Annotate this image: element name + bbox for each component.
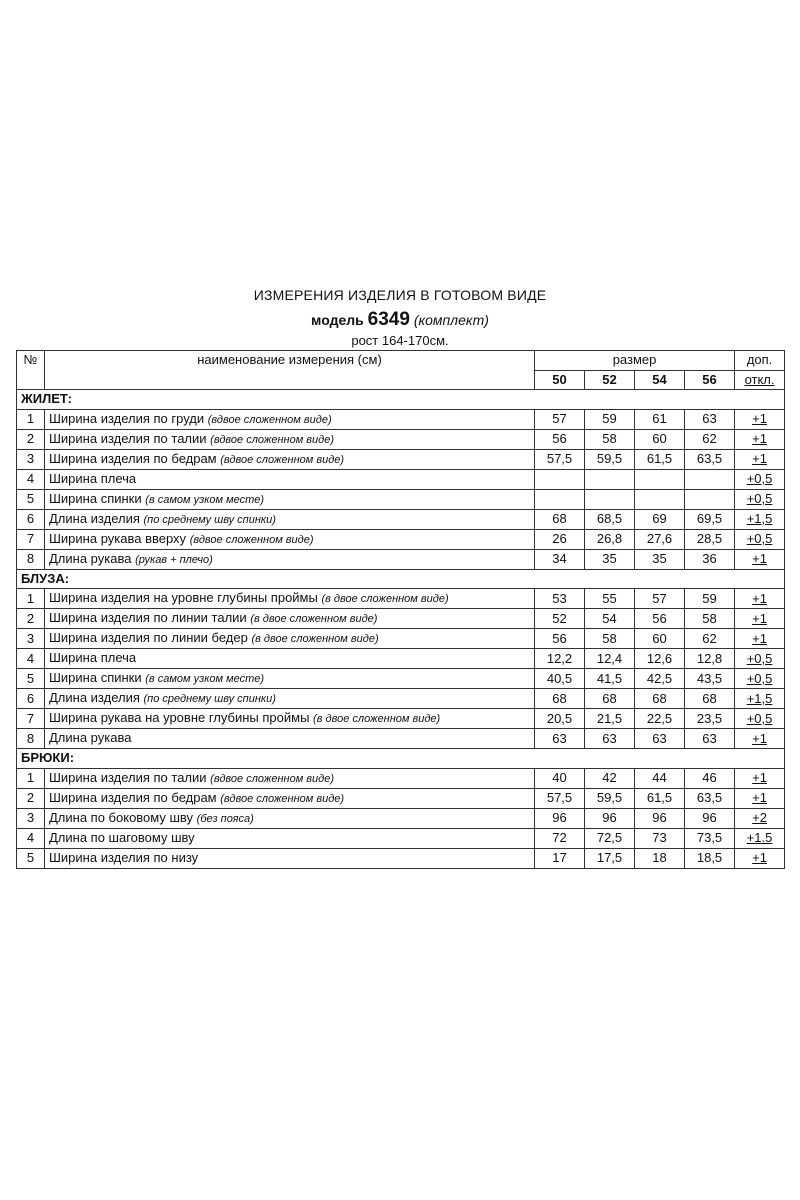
table-row: [17, 788, 785, 808]
size-value: 59,5: [585, 449, 635, 469]
measurement-name-cell: [45, 689, 535, 709]
size-value: 69: [635, 509, 685, 529]
measurement-name: Длина изделия: [49, 510, 140, 526]
size-value: 23,5: [685, 709, 735, 729]
measurement-name: Ширина плеча: [49, 650, 137, 665]
col-name-header: наименование измерения (см): [45, 351, 535, 390]
measurement-name-cell: [45, 609, 535, 629]
measurement-name: Длина по боковому шву: [49, 809, 194, 825]
measurement-name: Ширина изделия по линии бедер: [49, 630, 248, 645]
measurement-note: (вдвое сложенном виде): [207, 413, 332, 426]
col-size-header: размер: [535, 351, 735, 371]
table-row: [17, 549, 785, 569]
col-number-header: №: [17, 351, 45, 390]
size-value: 63: [585, 729, 635, 749]
tolerance-value: +1: [735, 788, 785, 808]
size-value: 60: [635, 429, 685, 449]
tolerance-value: +1: [735, 609, 785, 629]
section-row: [17, 749, 785, 769]
size-value: 44: [635, 768, 685, 788]
size-value: 12,8: [685, 649, 735, 669]
size-value: 36: [685, 549, 735, 569]
size-value: [685, 469, 735, 489]
size-value: 27,6: [635, 529, 685, 549]
size-value: 42: [585, 768, 635, 788]
size-value: 21,5: [585, 709, 635, 729]
row-number: 5: [17, 489, 45, 509]
measurement-name-cell: [45, 788, 535, 808]
size-value: 96: [635, 808, 685, 828]
size-value: 12,4: [585, 649, 635, 669]
size-value: 43,5: [685, 669, 735, 689]
row-number: 3: [17, 629, 45, 649]
size-value: [535, 489, 585, 509]
measurement-name: Ширина изделия по бедрам: [49, 450, 217, 466]
measurement-name: Ширина изделия по талии: [49, 769, 207, 785]
size-value: 61,5: [635, 788, 685, 808]
measurements-body: [17, 390, 785, 869]
size-value: 58: [585, 629, 635, 649]
measurement-name: Ширина изделия по линии талии: [49, 610, 247, 625]
measurement-note: (вдвое сложенном виде): [189, 533, 314, 546]
tolerance-value: +1: [735, 449, 785, 469]
size-value: 57,5: [535, 449, 585, 469]
measurement-name: Длина изделия: [49, 690, 140, 705]
size-header: 50: [535, 370, 585, 390]
row-number: 2: [17, 429, 45, 449]
size-value: 12,6: [635, 649, 685, 669]
tolerance-value: +0,5: [735, 669, 785, 689]
size-value: 34: [535, 549, 585, 569]
row-number: 1: [17, 589, 45, 609]
model-line: [0, 309, 800, 331]
table-row: [17, 729, 785, 749]
table-row: [17, 429, 785, 449]
table-row: [17, 609, 785, 629]
tolerance-value: +1: [735, 729, 785, 749]
size-value: 42,5: [635, 669, 685, 689]
tolerance-value: +1,5: [735, 689, 785, 709]
row-number: 2: [17, 788, 45, 808]
measurement-note: (в двое сложенном виде): [251, 633, 379, 645]
tolerance-value: +1: [735, 549, 785, 569]
header-row-1: [17, 351, 785, 371]
size-value: 61,5: [635, 449, 685, 469]
size-header: 52: [585, 370, 635, 390]
document-title: ИЗМЕРЕНИЯ ИЗДЕЛИЯ В ГОТОВОМ ВИДЕ: [253, 287, 547, 303]
row-number: 5: [17, 669, 45, 689]
tolerance-value: +0,5: [735, 489, 785, 509]
size-value: 56: [535, 629, 585, 649]
size-value: 72: [535, 828, 585, 848]
row-number: 5: [17, 848, 45, 868]
size-value: 59: [685, 589, 735, 609]
size-value: 72,5: [585, 828, 635, 848]
tolerance-value: +0,5: [735, 529, 785, 549]
size-value: 69,5: [685, 509, 735, 529]
size-value: 52: [535, 609, 585, 629]
table-row: [17, 808, 785, 828]
measurement-note: (в двое сложенном виде): [321, 593, 449, 605]
measurement-name-cell: [45, 848, 535, 868]
measurement-note: (в двое сложенном виде): [313, 713, 441, 725]
size-value: [585, 469, 635, 489]
measurement-name-cell: [45, 429, 535, 449]
measurement-name-cell: [45, 828, 535, 848]
table-row: [17, 489, 785, 509]
row-number: 8: [17, 729, 45, 749]
model-prefix: модель: [311, 312, 364, 328]
size-value: 68: [535, 509, 585, 529]
size-value: 12,2: [535, 649, 585, 669]
size-value: 20,5: [535, 709, 585, 729]
tolerance-value: +1: [735, 768, 785, 788]
measurement-name-cell: [45, 729, 535, 749]
size-value: 56: [535, 429, 585, 449]
measurement-note: (в двое сложенном виде): [250, 613, 378, 625]
row-number: 6: [17, 509, 45, 529]
row-number: 1: [17, 409, 45, 429]
size-value: 56: [635, 609, 685, 629]
table-row: [17, 709, 785, 729]
size-value: 58: [585, 429, 635, 449]
size-value: 60: [635, 629, 685, 649]
size-value: 68: [685, 689, 735, 709]
size-value: 18,5: [685, 848, 735, 868]
row-number: 7: [17, 709, 45, 729]
tolerance-value: +1: [735, 589, 785, 609]
section-title: БРЮКИ:: [17, 749, 785, 769]
measurement-name-cell: [45, 709, 535, 729]
size-value: 63,5: [685, 788, 735, 808]
measurement-note: (рукав + плечо): [135, 553, 213, 566]
measurement-name: Ширина изделия по талии: [49, 430, 207, 446]
measurements-table: [16, 350, 785, 869]
size-value: 73: [635, 828, 685, 848]
section-row: [17, 569, 785, 589]
measurement-name: Ширина изделия по груди: [49, 410, 205, 426]
model-number: 6349: [367, 309, 410, 330]
measurement-note: (по среднему шву спинки): [143, 513, 276, 526]
size-value: 58: [685, 609, 735, 629]
measurement-note: (в самом узком месте): [145, 493, 265, 506]
size-value: 54: [585, 609, 635, 629]
measurement-name: Ширина рукава на уровне глубины проймы: [49, 710, 310, 725]
size-value: 41,5: [585, 669, 635, 689]
size-value: 63: [685, 409, 735, 429]
table-row: [17, 509, 785, 529]
measurement-name: Ширина спинки: [49, 490, 142, 506]
measurement-name: Длина рукава: [49, 730, 132, 745]
measurement-name-cell: [45, 649, 535, 669]
size-value: 57,5: [535, 788, 585, 808]
measurement-name-cell: [45, 469, 535, 489]
row-number: 7: [17, 529, 45, 549]
section-row: [17, 390, 785, 410]
size-value: 57: [635, 589, 685, 609]
measurement-name-cell: [45, 449, 535, 469]
measurement-name: Ширина изделия по низу: [49, 849, 199, 865]
measurement-name-cell: [45, 808, 535, 828]
row-number: 4: [17, 469, 45, 489]
measurement-name: Ширина спинки: [49, 670, 142, 685]
col-tolerance-header-2: откл.: [735, 370, 785, 390]
measurement-name-cell: [45, 509, 535, 529]
table-row: [17, 689, 785, 709]
size-value: 68: [535, 689, 585, 709]
size-value: 40,5: [535, 669, 585, 689]
size-value: 73,5: [685, 828, 735, 848]
size-value: 68: [635, 689, 685, 709]
table-row: [17, 409, 785, 429]
size-value: 53: [535, 589, 585, 609]
measurement-name: Ширина изделия на уровне глубины проймы: [49, 590, 318, 605]
size-value: 35: [585, 549, 635, 569]
tolerance-value: +1,5: [735, 509, 785, 529]
table-row: [17, 649, 785, 669]
table-row: [17, 589, 785, 609]
size-value: 96: [685, 808, 735, 828]
row-number: 3: [17, 449, 45, 469]
size-value: 26: [535, 529, 585, 549]
size-value: 57: [535, 409, 585, 429]
col-tolerance-header-1: доп.: [735, 351, 785, 371]
measurement-name: Ширина рукава вверху: [49, 530, 187, 546]
size-value: 22,5: [635, 709, 685, 729]
measurement-name-cell: [45, 409, 535, 429]
measurement-name-cell: [45, 589, 535, 609]
section-title: ЖИЛЕТ:: [17, 390, 785, 410]
measurement-name-cell: [45, 669, 535, 689]
tolerance-value: +2: [735, 808, 785, 828]
tolerance-value: +0,5: [735, 649, 785, 669]
size-value: 62: [685, 629, 735, 649]
table-row: [17, 449, 785, 469]
table-row: [17, 848, 785, 868]
measurement-note: (без пояса): [196, 812, 254, 825]
row-number: 4: [17, 649, 45, 669]
table-row: [17, 529, 785, 549]
size-value: [635, 469, 685, 489]
measurement-name-cell: [45, 489, 535, 509]
size-value: 96: [585, 808, 635, 828]
tolerance-value: +1.5: [735, 828, 785, 848]
measurement-name-cell: [45, 529, 535, 549]
height-line: рост 164-170см.: [351, 333, 449, 348]
size-value: 61: [635, 409, 685, 429]
size-value: 68: [585, 689, 635, 709]
row-number: 1: [17, 768, 45, 788]
table-row: [17, 469, 785, 489]
size-value: [685, 489, 735, 509]
measurement-note: (вдвое сложенном виде): [220, 792, 345, 805]
model-suffix: (комплект): [413, 312, 489, 328]
size-value: [585, 489, 635, 509]
section-title: БЛУЗА:: [17, 569, 785, 589]
size-value: 28,5: [685, 529, 735, 549]
size-value: 63: [635, 729, 685, 749]
tolerance-value: +1: [735, 409, 785, 429]
tolerance-value: +1: [735, 429, 785, 449]
size-value: [635, 489, 685, 509]
size-value: 17: [535, 848, 585, 868]
size-value: 17,5: [585, 848, 635, 868]
size-value: 62: [685, 429, 735, 449]
size-value: 40: [535, 768, 585, 788]
size-value: 96: [535, 808, 585, 828]
size-value: 46: [685, 768, 735, 788]
tolerance-value: +1: [735, 629, 785, 649]
measurement-name: Ширина плеча: [49, 470, 137, 486]
size-header: 54: [635, 370, 685, 390]
size-value: 59,5: [585, 788, 635, 808]
row-number: 8: [17, 549, 45, 569]
table-row: [17, 669, 785, 689]
measurement-note: (в самом узком месте): [145, 673, 265, 685]
row-number: 4: [17, 828, 45, 848]
tolerance-value: +0,5: [735, 709, 785, 729]
table-row: [17, 768, 785, 788]
measurement-note: (вдвое сложенном виде): [220, 453, 345, 466]
size-header: 56: [685, 370, 735, 390]
row-number: 3: [17, 808, 45, 828]
measurement-name-cell: [45, 629, 535, 649]
size-value: [535, 469, 585, 489]
table-row: [17, 629, 785, 649]
table-row: [17, 828, 785, 848]
size-value: 35: [635, 549, 685, 569]
measurement-name-cell: [45, 768, 535, 788]
size-value: 26,8: [585, 529, 635, 549]
row-number: 6: [17, 689, 45, 709]
size-value: 59: [585, 409, 635, 429]
row-number: 2: [17, 609, 45, 629]
measurement-name-cell: [45, 549, 535, 569]
tolerance-value: +1: [735, 848, 785, 868]
tolerance-value: +0,5: [735, 469, 785, 489]
measurement-note: (вдвое сложенном виде): [210, 772, 335, 785]
size-value: 63,5: [685, 449, 735, 469]
size-value: 18: [635, 848, 685, 868]
measurement-name: Ширина изделия по бедрам: [49, 789, 217, 805]
size-value: 63: [535, 729, 585, 749]
measurement-name: Длина по шаговому шву: [49, 829, 195, 845]
measurement-name: Длина рукава: [49, 550, 132, 566]
measurement-note: (вдвое сложенном виде): [210, 433, 335, 446]
measurement-note: (по среднему шву спинки): [143, 693, 276, 705]
size-value: 55: [585, 589, 635, 609]
size-value: 68,5: [585, 509, 635, 529]
size-value: 63: [685, 729, 735, 749]
